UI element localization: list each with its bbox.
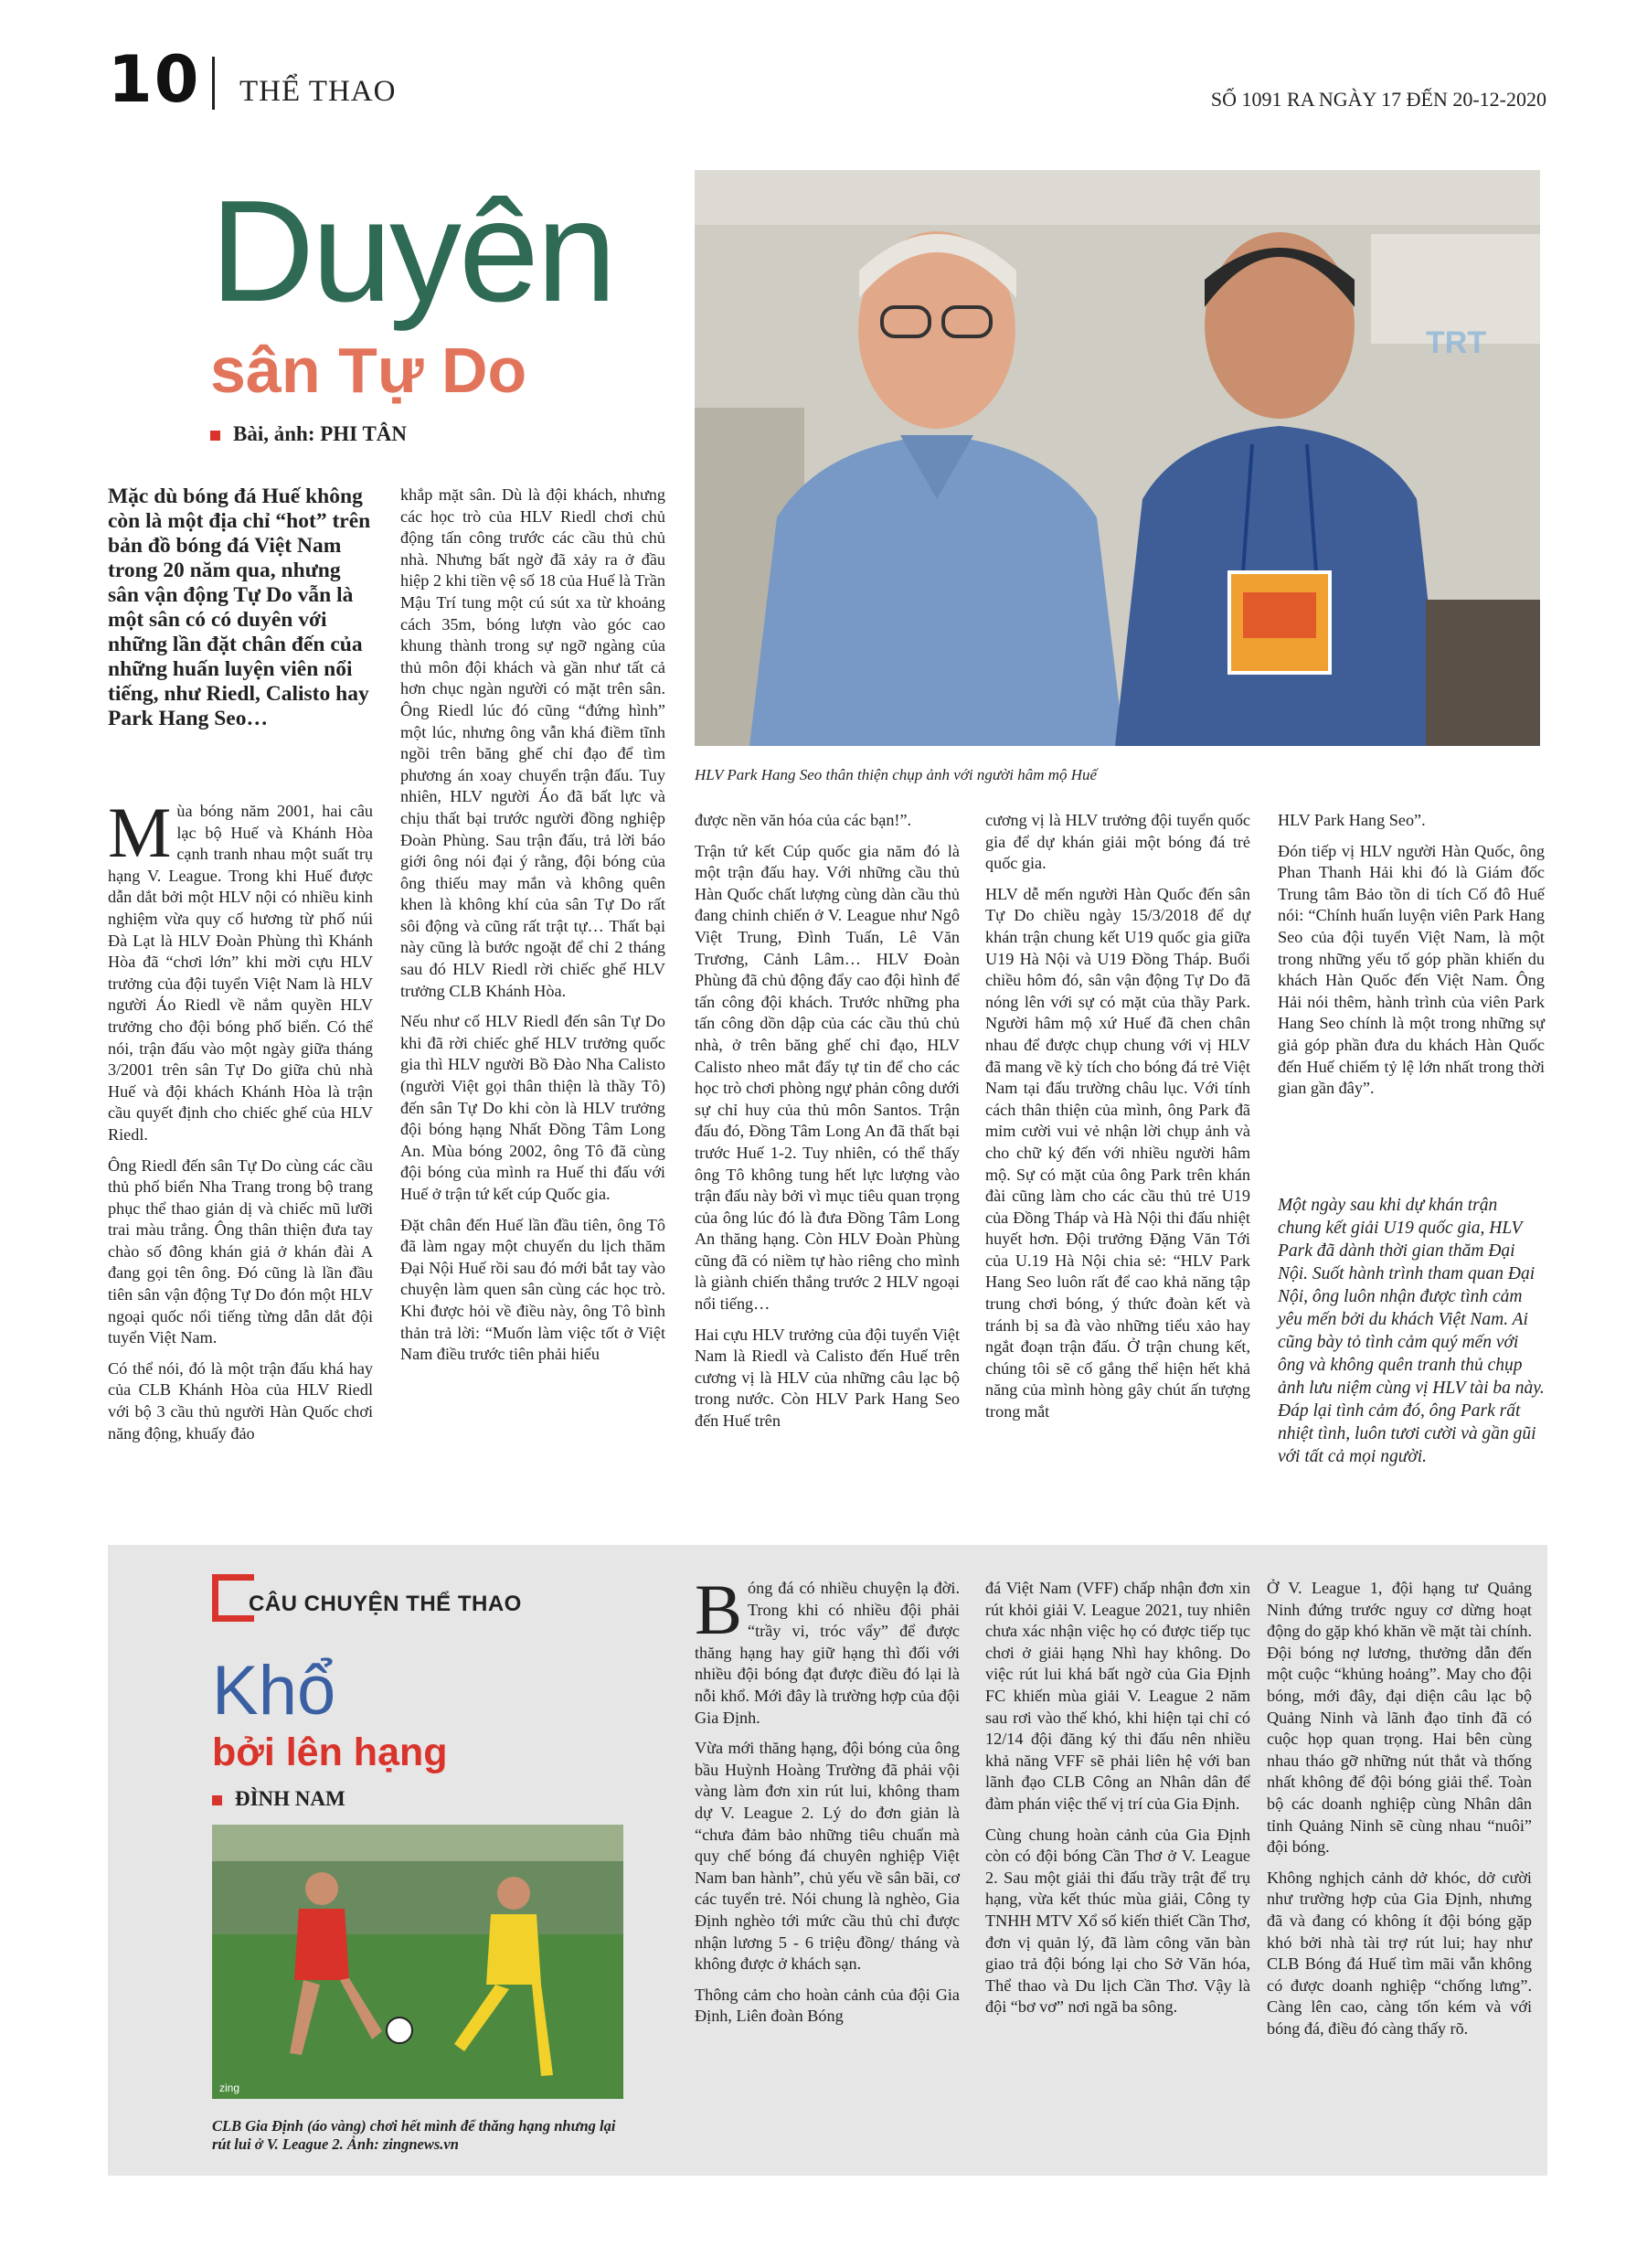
main-photo	[695, 170, 1540, 746]
paragraph: Đặt chân đến Huế lần đầu tiên, ông Tô đã làm ngay một chuyến du lịch thăm Đại Nội Huế rồi sau đó mới bắt tay vào chuyện làm quen sân cùng các học trò. Khi được hỏi về điều này, ông Tô bình thản trả lời: “Muốn làm việc tốt ở Việt Nam điều trước tiên phải hiểu	[400, 1215, 665, 1364]
paragraph: HLV dễ mến người Hàn Quốc đến sân Tự Do chiều ngày 15/3/2018 để dự khán trận chung kết U19 quốc gia giữa U19 Hà Nội và U19 Đồng Tháp. Buổi chiều hôm đó, sân vận động Tự Do đã nóng lên với sự có mặt của thầy Park. Người hâm mộ xứ Huế đã chen chân nhau để được chụp chung với vị HLV đã mang về kỳ tích cho bóng đá trẻ Việt Nam tại đấu trường châu lục. Với tính cách thân thiện của mình, ông Park đã mỉm cười vui vẻ nhận lời chụp ảnh và cho chữ ký đến với nhiều người hâm mộ. Sự có mặt của ông Park trên khán đài cũng làm cho các cầu thủ trẻ U19 của Đồng Tháp và Hà Nội thi đấu nhiệt huyết hơn. Đội trưởng Đặng Văn Tới của U.19 Hà Nội chia sẻ: “HLV Park Hang Seo luôn rất để cao khả năng tập trung chơi bóng, ý thức đoàn kết và tránh bị sa đà vào những tiểu xảo hay ngắt đoạn trận đấu. Ở trận chung kết, chúng tôi sẽ cố gắng thể hiện hết khả năng của mình hòng gây chút ấn tượng trong mắt	[985, 884, 1250, 1421]
article-title-main: Duyên	[210, 171, 614, 332]
byline-text: Bài, ảnh: PHI TÂN	[233, 422, 408, 445]
article-col-3	[695, 810, 960, 1442]
paragraph: cương vị là HLV trưởng đội tuyển quốc gia để dự khán giải một bóng đá trẻ quốc gia.	[985, 811, 1250, 873]
paragraph: được nền văn hóa của các bạn!”.	[695, 811, 912, 829]
photo-illustration	[695, 170, 1540, 746]
paragraph	[695, 1570, 960, 1729]
paragraph-text: ùa bóng năm 2001, hai câu lạc bộ Huế và Khánh Hòa cạnh tranh nhau một suất trụ hạng V. League. Trong khi Huế được dẫn dắt bởi một HLV nội có nhiều kinh nghiệm vừa quy cố hương từ phố núi Đà Lạt là HLV Đoàn Phùng thì Khánh Hòa đã “chơi lớn” khi mời cựu HLV trưởng của đội tuyển Việt Nam là HLV người Áo Riedl về nắm quyền HLV trưởng cho đội bóng phố biển. Có thể nói, trận đấu vào một ngày giữa tháng 3/2001 trên sân Tự Do giữa chủ nhà Huế và đội khách Khánh Hòa là trận cầu quyết định cho chiếc ghế của HLV Riedl.	[108, 802, 373, 1144]
bullet-square-icon	[210, 431, 220, 441]
italic-paragraph: Một ngày sau khi dự khán trận chung kết giải U19 quốc gia, HLV Park đã dành thời gian thăm Đại Nội. Suốt hành trình tham quan Đại Nội, ông luôn nhận được tình cảm yêu mến bởi du khách Việt Nam. Ai cũng bày tỏ tình cảm quý mến với ông và không quên tranh thủ chụp ảnh lưu niệm cùng vị HLV tài ba này. Đáp lại tình cảm đó, ông Park rất nhiệt tình, luôn tươi cười và gần gũi với tất cả mọi người.	[1278, 1196, 1545, 1466]
header-divider	[212, 57, 215, 110]
drop-cap: M	[108, 793, 172, 872]
paragraph	[108, 793, 373, 1146]
article-italic-note	[1278, 1194, 1545, 1477]
paragraph: đá Việt Nam (VFF) chấp nhận đơn xin rút khỏi giải V. League 2021, tuy nhiên chưa xác nhận việc họ có được tiếp tục chơi ở giải hạng Nhì hay không. Do việc rút lui khá bất ngờ của Gia Định FC khiến mùa giải V. League 2 năm sau rơi vào thế khó, khi hiện tại chỉ có 12/14 đội đăng ký thi đấu nên nhiều khả năng VFF sẽ phải liên hệ với ban lãnh đạo CLB Công an Nhân dân để đàm phán việc thế vị trí của Gia Định.	[985, 1579, 1250, 1813]
paragraph: Ở V. League 1, đội hạng tư Quảng Ninh đứng trước nguy cơ dừng hoạt động do gặp khó khăn về mặt tài chính. Đội bóng nợ lương, thưởng dẫn đến một cuộc “khủng hoảng”. May cho đội bóng, mới đây, đại diện câu lạc bộ Quảng Ninh và lãnh đạo tỉnh đã có cuộc họp quan trọng. Hai bên cùng nhau tháo gỡ những nút thắt và thống nhất không để đội bóng giải thể. Toàn bộ các doanh nghiệp cùng Nhân dân tỉnh Quảng Ninh sẽ cùng nhau “nuôi” đội bóng.	[1267, 1579, 1532, 1857]
article-col-1	[108, 793, 373, 1453]
football-photo-illustration	[212, 1825, 623, 2099]
paragraph: Hai cựu HLV trưởng của đội tuyển Việt Nam là Riedl và Calisto đến Huế trên cương vị là HLV của những câu lạc bộ trong nước. Còn HLV Park Hang Seo đến Huế trên	[695, 1325, 960, 1431]
page-number: 10	[108, 42, 201, 117]
article-col-5	[1278, 810, 1545, 1109]
article-byline	[210, 422, 407, 446]
section-title: THỂ THAO	[239, 75, 397, 108]
article-title-sub: sân Tự Do	[210, 335, 527, 406]
paragraph: khắp mặt sân. Dù là đội khách, nhưng các học trò của HLV Riedl chơi chủ động tấn công trước các cầu thủ chủ nhà. Nhưng bất ngờ đã xảy ra ở đầu hiệp 2 khi tiền vệ số 18 của Huế là Trần Mậu Trí tung một cú sút xa từ khoảng cách 35m, bóng lượn vào góc cao khung thành trong sự ngỡ ngàng của thủ môn đội khách và gần như tất cả hơn chục ngàn người có mặt trên sân. Ông Riedl lúc đó cũng “đứng hình” một lúc, nhưng ông vẫn khá điềm tĩnh ngồi trên băng ghế chỉ đạo để tìm phương án xoay chuyển trận đấu. Tuy nhiên, HLV người Áo đã bất lực và chịu thất bại trước người đồng nghiệp Đoàn Phùng. Sau trận đấu, trả lời báo giới ông nói đại ý rằng, đội bóng của ông thiếu may mắn và không quên khen là không khí của sân Tự Do rất sôi động và cũng rất trật tự… Thất bại này cũng là bước ngoặt để chỉ 2 tháng sau đó HLV Riedl rời chiếc ghế HLV trưởng CLB Khánh Hòa.	[400, 485, 665, 1000]
bullet-square-icon	[212, 1795, 222, 1805]
story-title-sub: bởi lên hạng	[212, 1730, 448, 1774]
main-photo-caption: HLV Park Hang Seo thân thiện chụp ảnh với người hâm mộ Huế	[695, 766, 1098, 783]
paragraph: HLV Park Hang Seo”.	[1278, 811, 1426, 829]
article-lead: Mặc dù bóng đá Huế không còn là một địa chỉ “hot” trên bản đồ bóng đá Việt Nam trong 20 năm qua, nhưng sân vận động Tự Do vẫn là một sân có có duyên với những lần đặt chân đến của những huấn luyện viên nổi tiếng, như Riedl, Calisto hay Park Hang Seo…	[108, 484, 371, 730]
story-byline	[212, 1787, 345, 1811]
paragraph: Cùng chung hoàn cảnh của Gia Định còn có đội bóng Cần Thơ ở V. League 2. Sau một giải thi đấu trầy trật để trụ hạng, vừa kết thúc mùa giải, Công ty TNHH MTV Xổ số kiến thiết Cần Thơ, đơn vị quản lý, đã làm công văn bàn giao trả đội bóng lại cho Sở Văn hóa, Thể thao và Du lịch Cần Thơ. Vậy là đội “bơ vơ” nơi ngã ba sông.	[985, 1825, 1250, 2017]
paragraph: Không nghịch cảnh dở khóc, dở cười như trường hợp của Gia Định, nhưng đã và đang có không ít đội bóng gặp khó bởi nhà tài trợ rút lui; hay như CLB Bóng đá Huế tìm mãi vẫn không có được doanh nghiệp “chống lưng”. Càng lên cao, càng tốn kém và với bóng đá, điều đó càng thấy rõ.	[1267, 1868, 1532, 2038]
paragraph: Nếu như cố HLV Riedl đến sân Tự Do khi đã rời chiếc ghế HLV trưởng quốc gia thì HLV người Bồ Đào Nha Calisto (người Việt gọi thân thiện là thầy Tô) đến sân Tự Do khi còn là HLV trưởng đội bóng hạng Nhất Đồng Tâm Long An. Mùa bóng 2002, ông Tô đã cùng đội bóng của mình ra Huế thi đấu với Huế ở trận tứ kết cúp Quốc gia.	[400, 1012, 665, 1203]
story-col-3	[1267, 1578, 1532, 2049]
paragraph: Có thể nói, đó là một trận đấu khá hay của CLB Khánh Hòa của HLV Riedl với bộ 3 cầu thủ người Hàn Quốc chơi năng động, khuấy đảo	[108, 1358, 373, 1443]
story-photo	[212, 1825, 623, 2099]
story-photo-caption: CLB Gia Định (áo vàng) chơi hết mình để thăng hạng nhưng lại rút lui ở V. League 2. Ảnh: zingnews.vn	[212, 2117, 616, 2153]
box-label: CÂU CHUYỆN THỂ THAO	[249, 1592, 522, 1616]
svg-text:zing: zing	[219, 2082, 240, 2094]
paragraph-text: óng đá có nhiều chuyện lạ đời. Trong khi có nhiều đội phải “trầy vi, tróc vẩy” để được thăng hạng hay giữ hạng thì đối với nhiều đội bóng đạt được điều đó lại là nỗi khổ. Mới đây là trường hợp của đội Gia Định.	[695, 1579, 960, 1727]
paragraph: Đón tiếp vị HLV người Hàn Quốc, ông Phan Thanh Hải khi đó là Giám đốc Trung tâm Bảo tồn di tích Cố đô Huế nói: “Chính huấn luyện viên Park Hang Seo của đội tuyển Việt Nam, là một trong những yếu tố góp phần khiến du khách Hàn Quốc đến Việt Nam. Ông Hải nói thêm, hành trình của viên Park Hang Seo chính là một trong những sự giả góp phần đưa du khách Hàn Quốc đến Huế chiếm tỷ lệ lớn nhất trong thời gian gần đây”.	[1278, 841, 1545, 1098]
paragraph: Thông cảm cho hoàn cảnh của đội Gia Định, Liên đoàn Bóng	[695, 1985, 960, 2026]
story-col-1	[695, 1570, 960, 2037]
drop-cap: B	[695, 1570, 743, 1649]
byline-text: ĐÌNH NAM	[235, 1787, 345, 1810]
paragraph: Ông Riedl đến sân Tự Do cùng các cầu thủ phố biển Nha Trang trong bộ trang phục thể thao giản dị và chiếc mũ lưỡi trai màu trắng. Ông thân thiện đưa tay chào số đông khán giả ở khán đài A đang gọi tên ông. Đó cũng là lần đầu tiên sân vận động Tự Do đón một HLV ngoại quốc nổi tiếng từng dẫn dắt đội tuyển Việt Nam.	[108, 1155, 373, 1347]
story-col-2	[985, 1578, 1250, 2028]
article-col-2	[400, 484, 665, 1375]
svg-text:TRT: TRT	[1426, 325, 1487, 360]
paragraph: Vừa mới thăng hạng, đội bóng của ông bầu Huỳnh Hoàng Trường đã phải vội vàng làm đơn xin rút lui, không tham dự V. League 2. Lý do đơn giản là “chưa đảm bảo những tiêu chuẩn mà quy chế bóng đá chuyên nghiệp Việt Nam ban hành”, chủ yếu về sân bãi, cơ các tuyển trẻ. Nói chung là nghèo, Gia Định nghèo tới mức cầu thủ chỉ được nhận lương 5 - 6 triệu đồng/ tháng và không được ở khách sạn.	[695, 1739, 960, 1974]
issue-info: SỐ 1091 RA NGÀY 17 ĐẾN 20-12-2020	[1210, 88, 1546, 111]
paragraph: Trận tứ kết Cúp quốc gia năm đó là một trận đấu hay. Với những cầu thủ Hàn Quốc chất lượng cùng dàn cầu thủ đang chinh chiến ở V. League như Ngô Việt Trung, Đình Tuấn, Lê Văn Trương, Cảnh Lâm… HLV Đoàn Phùng đã chủ động đẩy cao đội hình để tấn công đội khách. Trước những pha tấn công dồn dập của các cầu thủ chủ nhà, ở trên băng ghế chỉ đạo, HLV Calisto nheo mắt đẩy tự tin để cho các học trò chơi phòng ngự phản công dưới sự chỉ huy của thủ môn Santos. Trận đấu đó, Đồng Tâm Long An đã thất bại trước Huế 1-2. Tuy nhiên, có thể thấy ông Tô không tung hết lực lượng vào trận đấu này bởi vì mục tiêu quan trọng của ông lúc đó là đưa Đồng Tâm Long An thăng hạng. Còn HLV Đoàn Phùng cũng đã có niềm tự hào riêng cho mình là giành chiến thắng trước 2 HLV ngoại nổi tiếng…	[695, 841, 960, 1314]
article-col-4	[985, 810, 1250, 1432]
story-title-main: Khổ	[212, 1652, 336, 1730]
